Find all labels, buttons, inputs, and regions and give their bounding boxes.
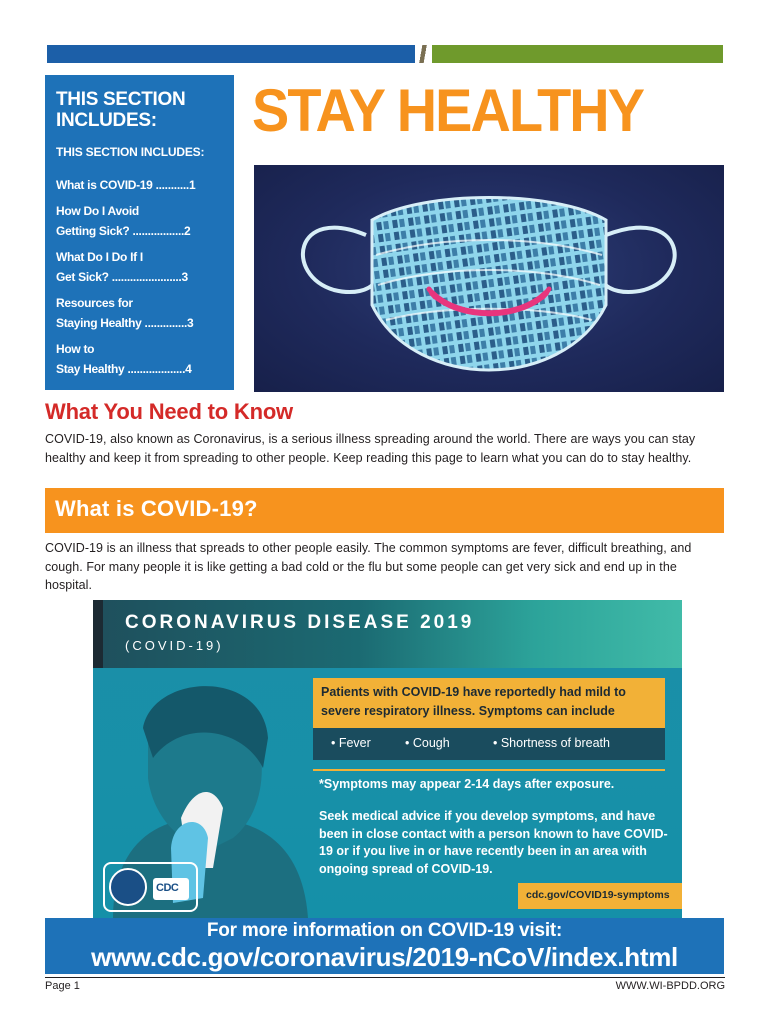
sidebar-heading: THIS SECTION INCLUDES: — [56, 89, 186, 131]
symptom-item: • Shortness of breath — [493, 736, 610, 750]
page-number: Page 1 — [45, 980, 80, 992]
symptoms-timing-note: *Symptoms may appear 2-14 days after exposure. — [319, 777, 615, 791]
toc-item-line: Staying Healthy ..............3 — [56, 316, 194, 330]
cdc-logo — [153, 878, 189, 900]
cdc-graphic-title: CORONAVIRUS DISEASE 2019 — [125, 612, 475, 633]
header-accent — [93, 600, 103, 668]
symptom-item: • Fever — [331, 736, 371, 750]
medical-advice-text: Seek medical advice if you develop symptoms, and have been in close contact with a person known to have COVID-19 or if you live in or have recently been in an area with ongoing spread of COVID-19. — [319, 809, 668, 876]
toc-item[interactable] — [56, 339, 224, 379]
toc-list — [56, 175, 224, 379]
cdc-graphic-header — [93, 600, 682, 668]
cdc-logo-text: CDC — [156, 882, 179, 894]
symptoms-intro-text: Patients with COVID-19 have reportedly had mild to severe respiratory illness. Symptoms can include — [321, 685, 626, 718]
left-ear-loop — [303, 228, 374, 292]
section-contents-sidebar — [45, 75, 234, 390]
more-info-label: For more information on COVID-19 visit: — [206, 920, 563, 941]
more-info-banner — [45, 918, 724, 974]
toc-item[interactable] — [56, 175, 224, 195]
cdc-symptoms-link-box[interactable] — [518, 883, 682, 909]
toc-item-line: Resources for — [56, 296, 133, 310]
symptoms-intro-box — [313, 678, 665, 728]
covid-paragraph: COVID-19 is an illness that spreads to other people easily. The common symptoms are fever, difficult breathing, and cough. For many people it is like getting a bad cold or the flu but some people can get very sick and end up in the hospital. — [45, 541, 692, 592]
toc-item-line: How to — [56, 342, 95, 356]
cdc-graphic-subtitle: (COVID-19) — [125, 638, 224, 653]
section-banner-what-is-covid — [45, 488, 724, 533]
section-heading-what-you-need-to-know: What You Need to Know — [45, 399, 293, 424]
divider-line — [313, 769, 665, 771]
footer-rule — [45, 977, 725, 978]
toc-item[interactable] — [56, 201, 224, 241]
face-mask-svg — [254, 165, 724, 392]
toc-item[interactable] — [56, 293, 224, 333]
face-mask-illustration — [254, 165, 724, 392]
page-title: STAY HEALTHY — [252, 77, 644, 144]
toc-item-line: How Do I Avoid — [56, 204, 139, 218]
toc-item-line: Get Sick? .......................3 — [56, 270, 188, 284]
right-ear-loop — [604, 228, 675, 292]
mask-body — [372, 198, 606, 371]
top-bar-green — [432, 45, 723, 63]
website-link[interactable]: WWW.WI-BPDD.ORG — [615, 980, 725, 992]
section-heading-what-is-covid: What is COVID-19? — [55, 496, 258, 521]
symptom-item: • Cough — [405, 736, 450, 750]
top-bar-divider — [419, 45, 427, 63]
hhs-seal-icon — [109, 868, 147, 906]
toc-item-line: Getting Sick? .................2 — [56, 224, 191, 238]
toc-item-line: Stay Healthy ...................4 — [56, 362, 192, 376]
cdc-symptoms-graphic — [93, 600, 682, 918]
toc-item[interactable] — [56, 247, 224, 287]
intro-paragraph: COVID-19, also known as Coronavirus, is a serious illness spreading around the world. There are ways you can stay healthy and keep it from spreading to other people. Keep reading this page to learn what you can do to stay healthy. — [45, 432, 696, 465]
sidebar-subheading: THIS SECTION INCLUDES: — [56, 145, 205, 159]
cdc-url-link[interactable]: www.cdc.gov/coronavirus/2019-nCoV/index.html — [91, 942, 678, 972]
top-bar-blue — [47, 45, 415, 63]
symptoms-row — [313, 728, 665, 760]
cdc-symptoms-link[interactable]: cdc.gov/COVID19-symptoms — [526, 889, 670, 901]
toc-item-line: What Do I Do If I — [56, 250, 143, 264]
toc-item-line: What is COVID-19 ...........1 — [56, 178, 196, 192]
